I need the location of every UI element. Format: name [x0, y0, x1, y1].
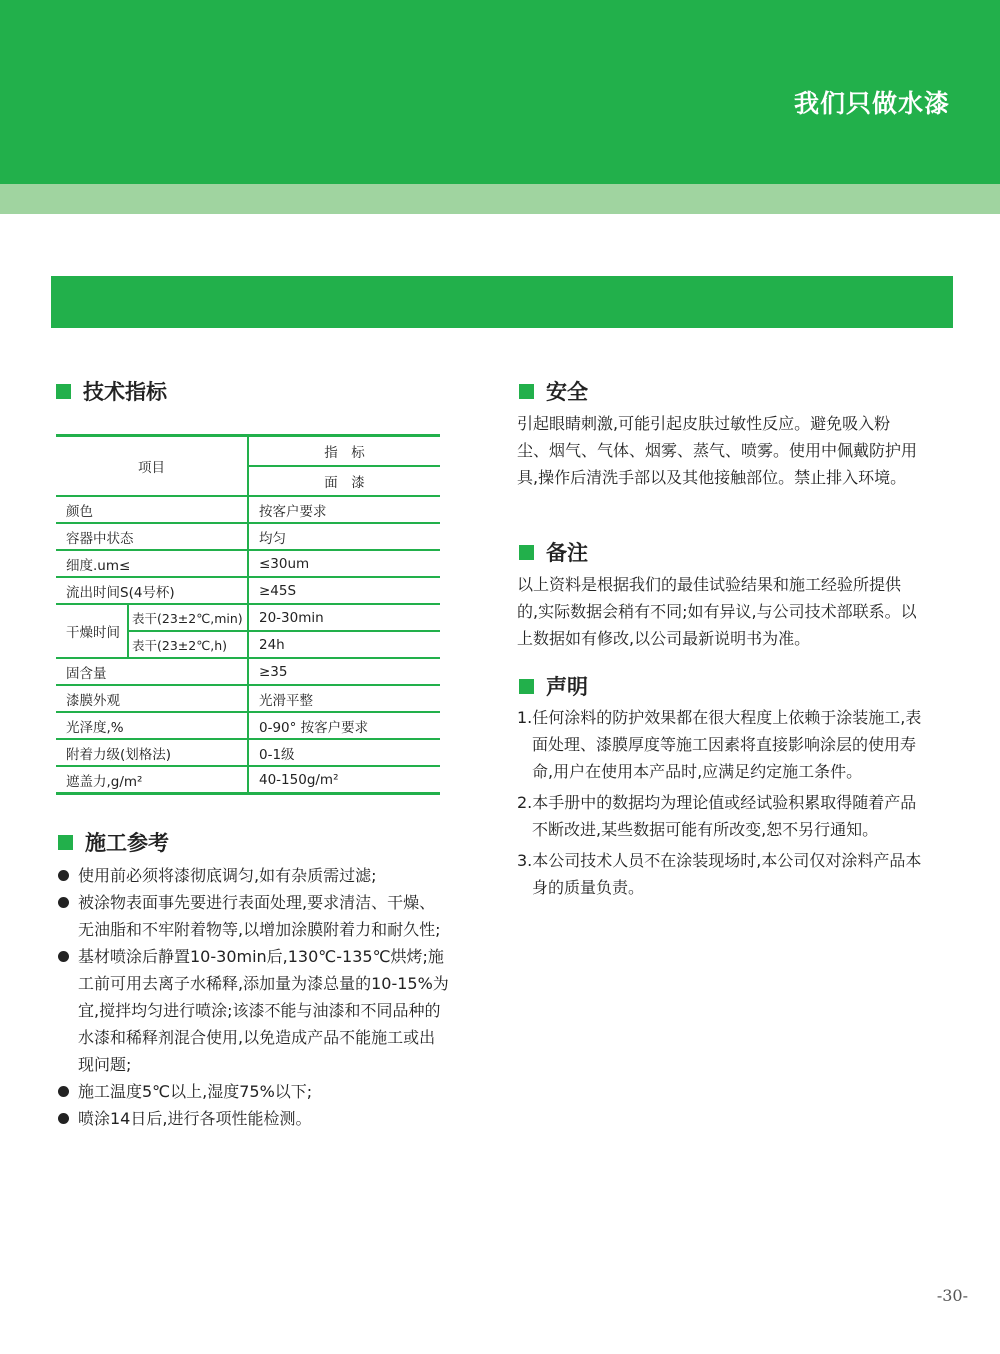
topcoat-header: 面 漆 [248, 466, 440, 496]
row-label: 附着力级(划格法) [56, 739, 248, 766]
row-value: ≤30um [248, 550, 440, 577]
row-value: 40-150g/m² [248, 766, 440, 794]
construction-list [58, 862, 450, 1132]
table-row [56, 712, 440, 739]
row-label: 表干(23±2℃,min) [128, 604, 248, 631]
row-value: 20-30min [248, 604, 440, 631]
row-value: ≥45S [248, 577, 440, 604]
table-header-row [56, 436, 440, 467]
safety-section-heading [519, 376, 588, 406]
square-bullet-icon [56, 384, 71, 399]
list-item [58, 889, 450, 943]
tech-section-title: 技术指标 [83, 380, 167, 404]
statement-list [517, 704, 922, 905]
square-bullet-icon [519, 545, 534, 560]
row-label: 表干(23±2℃,h) [128, 631, 248, 658]
list-item-text: 喷涂14日后,进行各项性能检测。 [78, 1109, 312, 1128]
header-stripe [0, 184, 1000, 214]
remarks-section-heading [519, 537, 588, 567]
row-value: 24h [248, 631, 440, 658]
row-value: 0-1级 [248, 739, 440, 766]
title-band [51, 276, 953, 328]
dry-time-label: 干燥时间 [56, 604, 128, 658]
row-label: 细度.um≤ [56, 550, 248, 577]
row-value: 0-90° 按客户要求 [248, 712, 440, 739]
row-label: 遮盖力,g/m² [56, 766, 248, 794]
safety-section-title: 安全 [546, 380, 588, 404]
list-item: 2.本手册中的数据均为理论值或经试验积累取得随着产品不断改进,某些数据可能有所改变,恕不另行通知。 [517, 793, 917, 839]
table-row [56, 658, 440, 685]
list-item [58, 1078, 450, 1105]
construction-section-heading [58, 827, 169, 857]
spec-table [56, 434, 440, 795]
square-bullet-icon [58, 835, 73, 850]
safety-text: 引起眼睛刺激,可能引起皮肤过敏性反应。避免吸入粉尘、烟气、气体、烟雾、蒸气、喷雾。使用中佩戴防护用具,操作后清洗手部以及其他接触部位。禁止排入环境。 [517, 414, 918, 487]
list-item-text: 使用前必须将漆彻底调匀,如有杂质需过滤; [78, 866, 377, 885]
list-item-text: 基材喷涂后静置10-30min后,130℃-135℃烘烤;施工前可用去离子水稀释,添加量为漆总量的10-15%为宜,搅拌均匀进行喷涂;该漆不能与油漆和不同品种的水漆和稀释剂混合使用,以免造成产品不能施工或出现问题; [78, 947, 449, 1074]
page-number: -30- [936, 1286, 968, 1305]
bullet-dot-icon [58, 1086, 69, 1097]
bullet-dot-icon [58, 870, 69, 881]
table-row [56, 577, 440, 604]
construction-section-title: 施工参考 [85, 831, 169, 855]
table-row [56, 550, 440, 577]
list-item-text: 被涂物表面事先要进行表面处理,要求清洁、干燥、无油脂和不牢附着物等,以增加涂膜附着力和耐久性; [78, 893, 441, 939]
tech-section-heading [56, 376, 167, 406]
header-slogan: 我们只做水漆 [793, 89, 950, 118]
table-row [56, 739, 440, 766]
row-label: 光泽度,% [56, 712, 248, 739]
list-item-text: 施工温度5℃以上,湿度75%以下; [78, 1082, 313, 1101]
table-row [56, 685, 440, 712]
index-header: 指 标 [248, 436, 440, 467]
square-bullet-icon [519, 384, 534, 399]
bullet-dot-icon [58, 1113, 69, 1124]
row-value: 按客户要求 [248, 496, 440, 523]
row-label: 固含量 [56, 658, 248, 685]
bullet-dot-icon [58, 951, 69, 962]
item-header: 项目 [56, 436, 248, 497]
row-value: 均匀 [248, 523, 440, 550]
list-item: 1.任何涂料的防护效果都在很大程度上依赖于涂装施工,表面处理、漆膜厚度等施工因素将直接影响涂层的使用寿命,用户在使用本产品时,应满足约定施工条件。 [517, 708, 922, 781]
list-item [58, 1105, 450, 1132]
remarks-text: 以上资料是根据我们的最佳试验结果和施工经验所提供的,实际数据会稍有不同;如有异议,与公司技术部联系。以上数据如有修改,以公司最新说明书为准。 [517, 575, 917, 648]
row-value: 光滑平整 [248, 685, 440, 712]
list-item: 3.本公司技术人员不在涂装现场时,本公司仅对涂料产品本身的质量负责。 [517, 851, 922, 897]
row-value: ≥35 [248, 658, 440, 685]
row-label: 漆膜外观 [56, 685, 248, 712]
row-label: 容器中状态 [56, 523, 248, 550]
statement-section-title: 声明 [546, 675, 588, 699]
statement-section-heading [519, 671, 588, 701]
row-label: 流出时间S(4号杯) [56, 577, 248, 604]
list-item [58, 862, 450, 889]
bullet-dot-icon [58, 897, 69, 908]
square-bullet-icon [519, 679, 534, 694]
list-item [58, 943, 450, 1078]
header-bar [0, 0, 1000, 184]
table-row [56, 604, 440, 631]
table-row [56, 766, 440, 794]
row-label: 颜色 [56, 496, 248, 523]
remarks-section-title: 备注 [546, 541, 588, 565]
table-row [56, 496, 440, 523]
table-row [56, 523, 440, 550]
